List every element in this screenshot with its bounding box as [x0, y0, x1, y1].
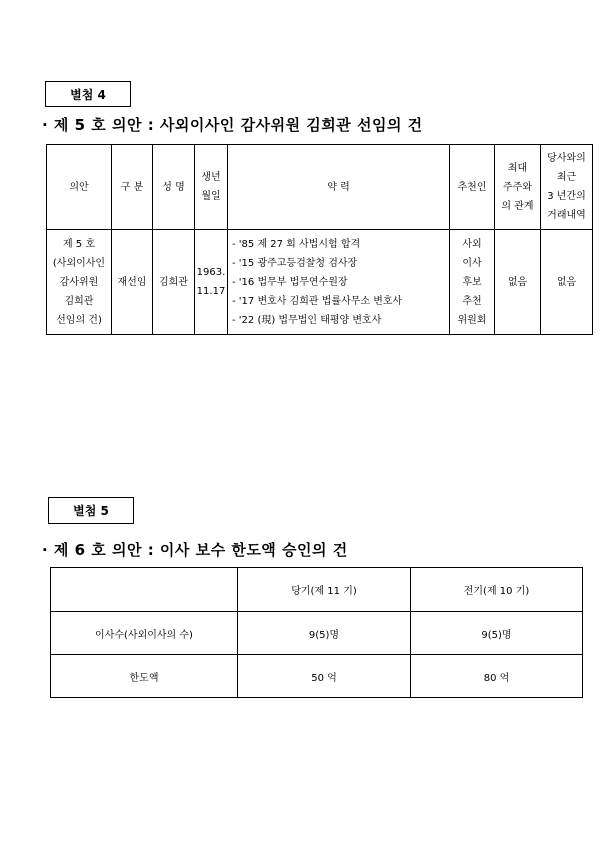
current-limit: 50 억: [238, 655, 411, 698]
cell-name: 김희관: [153, 230, 195, 335]
career-item: - '85 제 27 회 사법시험 합격: [232, 238, 361, 250]
header-current-period: 당기(제 11 기): [238, 568, 411, 612]
previous-limit: 80 억: [411, 655, 583, 698]
current-directors: 9(5)명: [238, 612, 411, 655]
cell-relation: 없음: [495, 230, 541, 335]
career-item: - '17 변호사 김희관 법률사무소 변호사: [232, 295, 403, 307]
header-recommender: 추천인: [450, 145, 495, 230]
header-name: 성 명: [153, 145, 195, 230]
cell-recommender: 사외 이사 후보 추천 위원회: [450, 230, 495, 335]
cell-transactions: 없음: [541, 230, 593, 335]
career-item: - '15 광주고등검찰청 검사장: [232, 257, 358, 269]
director-compensation-table: [50, 567, 583, 698]
row-label-limit: 한도액: [51, 655, 238, 698]
header-previous-period: 전기(제 10 기): [411, 568, 583, 612]
attachment-5-tag: 별첨 5: [48, 497, 134, 524]
header-category: 구 분: [112, 145, 153, 230]
cell-career: [228, 230, 450, 335]
header-relation: 최대 주주와 의 관계: [495, 145, 541, 230]
attachment-4-tag: 별첨 4: [45, 81, 131, 107]
cell-agenda: 제 5 호 (사외이사인 감사위원 김희관 선임의 건): [47, 230, 112, 335]
header-career: 약 력: [228, 145, 450, 230]
career-item: - '16 법무부 법무연수원장: [232, 276, 348, 288]
agenda-5-heading: · 제 5 호 의안 : 사외이사인 감사위원 김희관 선임의 건: [42, 116, 423, 134]
header-birth: 생년 월일: [195, 145, 228, 230]
director-candidate-table: [46, 144, 593, 335]
table-row: [51, 655, 583, 698]
previous-directors: 9(5)명: [411, 612, 583, 655]
career-item: - '22 (現) 법무법인 태평양 변호사: [232, 314, 382, 326]
table-row: [51, 612, 583, 655]
cell-category: 재선임: [112, 230, 153, 335]
header-agenda: 의안: [47, 145, 112, 230]
row-label-directors: 이사수(사외이사의 수): [51, 612, 238, 655]
header-blank: [51, 568, 238, 612]
cell-birth: 1963. 11.17: [195, 230, 228, 335]
agenda-6-heading: · 제 6 호 의안 : 이사 보수 한도액 승인의 건: [42, 541, 348, 559]
header-transactions: 당사와의 최근 3 년간의 거래내역: [541, 145, 593, 230]
